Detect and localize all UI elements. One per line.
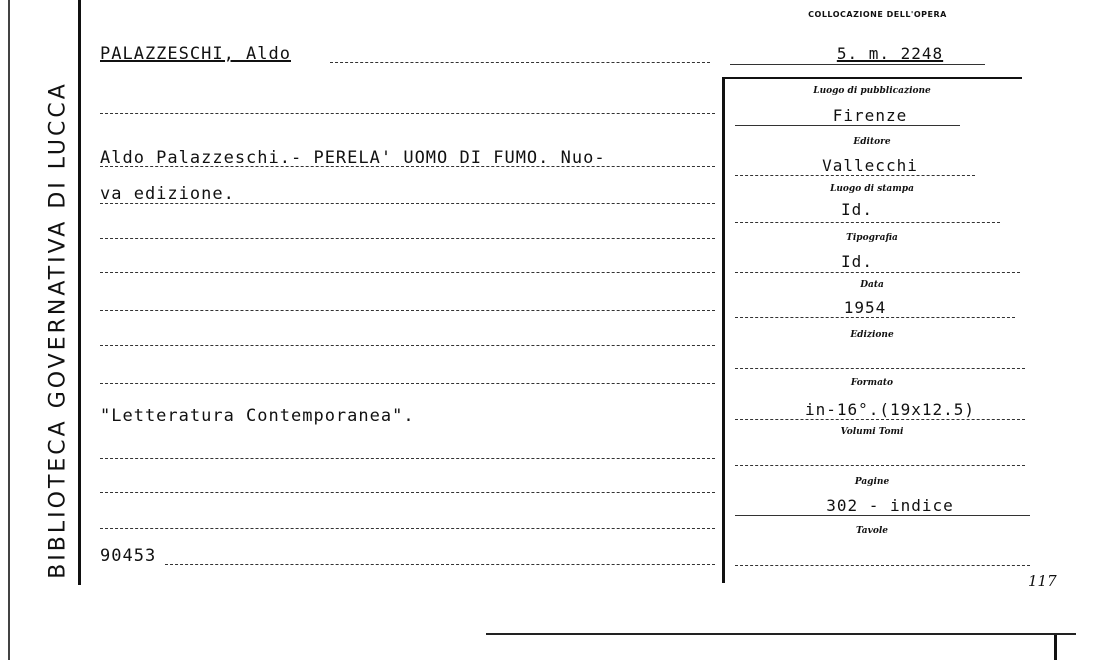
volumi-tomi-label: Volumi Tomi bbox=[840, 427, 904, 437]
tipografia-value: Id. bbox=[841, 252, 873, 271]
collocazione-label: COLLOCAZIONE DELL'OPERA bbox=[808, 10, 947, 19]
card-left-edge bbox=[8, 0, 10, 660]
ruled-line bbox=[100, 238, 715, 239]
inventory-number: 90453 bbox=[100, 546, 157, 566]
field-rule bbox=[735, 465, 1025, 466]
title-line-2: va edizione. bbox=[100, 184, 235, 204]
bottom-tick bbox=[1054, 635, 1057, 660]
ruled-line bbox=[100, 166, 715, 167]
heading-rule bbox=[330, 62, 710, 63]
author-heading: PALAZZESCHI, Aldo bbox=[100, 44, 291, 64]
ruled-line bbox=[100, 345, 715, 346]
library-name: BIBLIOTECA GOVERNATIVA DI LUCCA bbox=[45, 81, 71, 579]
luogo-stampa-label: Luogo di stampa bbox=[830, 184, 914, 194]
field-rule bbox=[735, 515, 1030, 516]
editore-value: Vallecchi bbox=[822, 156, 918, 175]
shelfmark-value: 5. m. 2248 bbox=[836, 44, 944, 63]
ruled-line bbox=[100, 458, 715, 459]
ruled-line bbox=[165, 564, 715, 565]
title-line-1: Aldo Palazzeschi.- PERELA' UOMO DI FUMO. Nuo- bbox=[100, 148, 606, 168]
corner-handwritten-mark: 117 bbox=[1028, 572, 1057, 590]
shelfmark-rule bbox=[730, 64, 985, 65]
field-rule bbox=[735, 125, 960, 126]
ruled-line bbox=[100, 310, 715, 311]
bottom-rule bbox=[486, 633, 1076, 635]
ruled-line bbox=[100, 272, 715, 273]
panel-top-rule bbox=[722, 77, 1022, 79]
ruled-line bbox=[100, 383, 715, 384]
ruled-line bbox=[100, 528, 715, 529]
formato-label: Formato bbox=[850, 378, 894, 388]
ruled-line bbox=[100, 492, 715, 493]
tavole-label: Tavole bbox=[855, 526, 889, 536]
editore-label: Editore bbox=[853, 137, 891, 147]
pagine-value: 302 - indice bbox=[826, 496, 954, 515]
field-rule bbox=[735, 317, 1015, 318]
luogo-pubblicazione-value: Firenze bbox=[832, 106, 908, 125]
shelfmark bbox=[790, 44, 990, 63]
field-rule bbox=[735, 565, 1030, 566]
field-rule bbox=[735, 222, 1000, 223]
field-rule bbox=[735, 368, 1025, 369]
field-rule bbox=[735, 175, 975, 176]
field-rule bbox=[735, 272, 1020, 273]
edizione-label: Edizione bbox=[850, 330, 894, 340]
pagine-label: Pagine bbox=[854, 477, 890, 487]
ruled-line bbox=[100, 113, 715, 114]
data-label: Data bbox=[860, 280, 884, 290]
series-note: "Letteratura Contemporanea". bbox=[100, 406, 415, 426]
luogo-stampa-value: Id. bbox=[841, 200, 873, 219]
luogo-pubblicazione-label: Luogo di pubblicazione bbox=[813, 86, 931, 96]
ruled-line bbox=[100, 203, 715, 204]
formato-value: in-16°.(19x12.5) bbox=[804, 400, 976, 419]
data-value: 1954 bbox=[843, 298, 887, 317]
panel-divider bbox=[722, 78, 725, 583]
tipografia-label: Tipografia bbox=[846, 233, 898, 243]
binding-rule bbox=[78, 0, 81, 585]
field-rule bbox=[735, 419, 1025, 420]
